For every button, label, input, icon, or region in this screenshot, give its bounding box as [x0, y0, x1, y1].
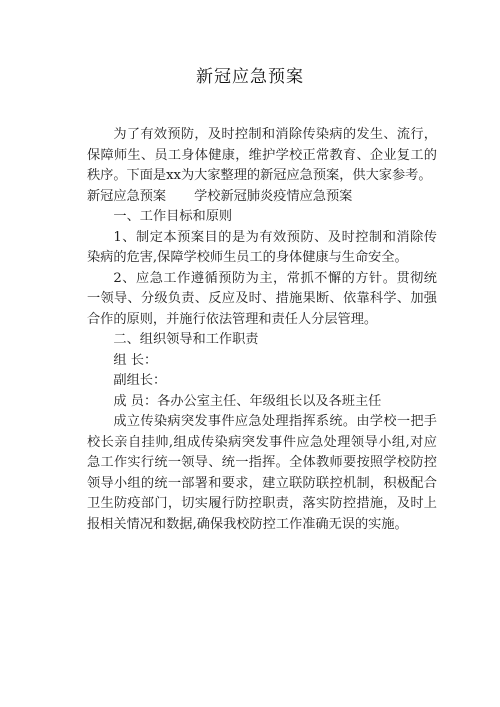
section1-heading: 一、工作目标和原则 [113, 209, 233, 224]
intro-paragraph: 为了有效预防，及时控制和消除传染病的发生、流行，保障师生、员工身体健康，维护学校正常教育、企业复工的秩序。下面是xx为大家整理的新冠应急预案，供大家参考。 [87, 127, 437, 183]
document-title: 新冠应急预案 [196, 67, 304, 87]
deputy-leader-line: 副组长： [113, 373, 167, 388]
document-body [87, 125, 437, 535]
leader-line: 组 长： [113, 352, 158, 368]
command-system-paragraph: 成立传染病突发事件应急处理指挥系统。由学校一把手校长亲自挂帅,组成传染病突发事件应急处理领导小组,对应急工作实行统一领导、统一指挥。全体教师要按照学校防控领导小组的统一部署和要求，建立联防联控机制，积极配合卫生防疫部门，切实履行防控职责，落实防控措施，及时上报相关情况和数据,确保我校防控工作准确无误的实施。 [87, 414, 437, 532]
section1-item2: 2、应急工作遵循预防为主，常抓不懈的方针。贯彻统一领导、分级负责、反应及时、措施果断、依靠科学、加强合作的原则，并施行依法管理和责任人分层管理。 [87, 270, 437, 327]
section2-heading: 二、组织领导和工作职责 [113, 332, 259, 347]
related-link-school-covid-plan[interactable]: 学校新冠肺炎疫情应急预案 [194, 188, 353, 204]
related-links-row [87, 187, 437, 208]
section1-item1: 1、制定本预案目的是为有效预防、及时控制和消除传染病的危害,保障学校师生员工的身体健康与生命安全。 [87, 229, 437, 265]
related-link-covid-plan[interactable]: 新冠应急预案 [87, 188, 167, 204]
members-line: 成 员：各办公室主任、年级组长以及各班主任 [113, 393, 382, 409]
